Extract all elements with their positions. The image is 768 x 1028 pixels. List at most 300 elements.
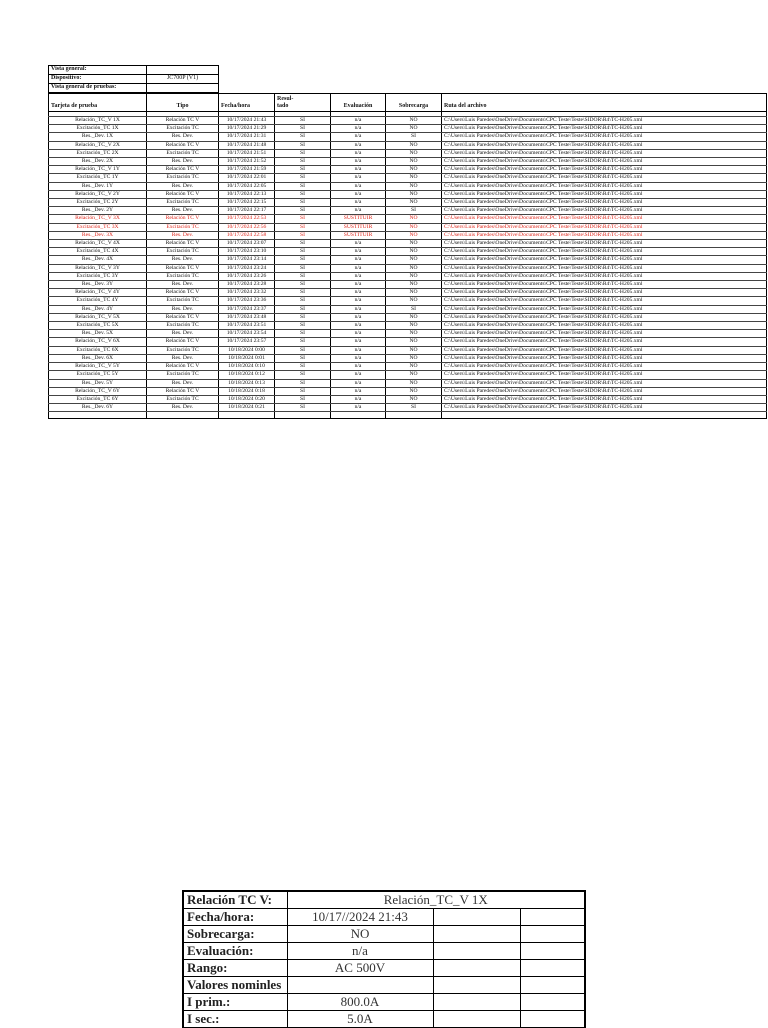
test-evaluation-cell: n/a [331,272,386,280]
test-evaluation-cell: n/a [331,141,386,149]
test-card-cell: Excitación_TC 4X [49,248,147,256]
table-row[interactable] [49,207,767,215]
test-evaluation-cell: n/a [331,264,386,272]
test-result-cell: SI [275,182,331,190]
test-overload-cell: NO [386,313,442,321]
test-card-cell: Relación_TC_V 4X [49,240,147,248]
detail-row [183,1011,585,1028]
test-datetime-cell: 10/17/2024 23:48 [219,313,275,321]
detail-empty-cell [520,943,585,960]
test-datetime-cell: 10/17/2024 23:07 [219,240,275,248]
test-path-cell: C:\Users\Luis Paredes\OneDrive\Documents\CPC Teste\Teste\SIDOR\R4\TC-H205.xml [442,305,767,313]
table-row[interactable] [49,158,767,166]
test-datetime-cell: 10/17/2024 21:29 [219,125,275,133]
test-evaluation-cell: n/a [331,379,386,387]
test-evaluation-cell: n/a [331,354,386,362]
test-path-cell: C:\Users\Luis Paredes\OneDrive\Documents\CPC Teste\Teste\SIDOR\R4\TC-H205.xml [442,297,767,305]
test-overload-cell: NO [386,371,442,379]
test-overload-cell: NO [386,158,442,166]
test-datetime-cell: 10/17/2024 21:52 [219,158,275,166]
test-path-cell: C:\Users\Luis Paredes\OneDrive\Documents\CPC Teste\Teste\SIDOR\R4\TC-H205.xml [442,166,767,174]
test-path-cell: C:\Users\Luis Paredes\OneDrive\Documents\CPC Teste\Teste\SIDOR\R4\TC-H205.xml [442,272,767,280]
test-evaluation-cell: SUSTITUIR [331,231,386,239]
test-type-cell: Res. Dev. [147,231,219,239]
test-result-cell: SI [275,404,331,412]
detail-empty-cell [520,977,585,994]
detail-value: 800.0A [287,994,433,1011]
test-type-cell: Excitación TC [147,174,219,182]
test-evaluation-cell: n/a [331,199,386,207]
table-row[interactable] [49,223,767,231]
table-row[interactable] [49,379,767,387]
test-type-cell: Res. Dev. [147,207,219,215]
detail-empty-cell [433,926,520,943]
test-type-cell: Relación TC V [147,338,219,346]
detail-empty-cell [433,977,520,994]
test-datetime-cell: 10/17/2024 21:43 [219,117,275,125]
table-row[interactable] [49,141,767,149]
test-path-cell: C:\Users\Luis Paredes\OneDrive\Documents\CPC Teste\Teste\SIDOR\R4\TC-H205.xml [442,264,767,272]
test-result-cell: SI [275,379,331,387]
test-card-cell: Res._Dev. 4X [49,256,147,264]
test-path-cell: C:\Users\Luis Paredes\OneDrive\Documents\CPC Teste\Teste\SIDOR\R4\TC-H205.xml [442,117,767,125]
test-overload-cell: NO [386,223,442,231]
test-path-cell: C:\Users\Luis Paredes\OneDrive\Documents\CPC Teste\Teste\SIDOR\R4\TC-H205.xml [442,404,767,412]
test-card-cell: Excitación_TC 5Y [49,371,147,379]
col-overload-header: Sobrecarga [386,94,442,112]
test-type-cell: Res. Dev. [147,330,219,338]
detail-empty-cell [433,994,520,1011]
test-card-cell: Res._Dev. 2X [49,158,147,166]
overview-value [147,66,219,75]
test-evaluation-cell: n/a [331,322,386,330]
test-overload-cell: NO [386,240,442,248]
test-evaluation-cell: n/a [331,387,386,395]
test-datetime-cell: 10/18/2024 0:20 [219,395,275,403]
table-row[interactable] [49,346,767,354]
detail-row [183,926,585,943]
test-datetime-cell: 10/17/2024 22:56 [219,223,275,231]
test-overload-cell: NO [386,322,442,330]
detail-title-row [183,891,585,909]
detail-empty-cell [520,994,585,1011]
test-datetime-cell: 10/18/2024 0:21 [219,404,275,412]
test-card-cell: Res._Dev. 6Y [49,404,147,412]
test-card-cell: Res._Dev. 1X [49,133,147,141]
test-path-cell: C:\Users\Luis Paredes\OneDrive\Documents\CPC Teste\Teste\SIDOR\R4\TC-H205.xml [442,133,767,141]
test-result-cell: SI [275,240,331,248]
test-type-cell: Excitación TC [147,199,219,207]
test-evaluation-cell: SUSTITUIR [331,215,386,223]
detail-value [287,977,433,994]
test-card-cell: Excitación_TC 3X [49,223,147,231]
test-overload-cell: NO [386,346,442,354]
test-overload-cell: NO [386,125,442,133]
table-row[interactable] [49,371,767,379]
test-path-cell: C:\Users\Luis Paredes\OneDrive\Documents\CPC Teste\Teste\SIDOR\R4\TC-H205.xml [442,330,767,338]
test-result-cell: SI [275,371,331,379]
test-card-cell: Relación_TC_V 5X [49,313,147,321]
table-row[interactable] [49,272,767,280]
test-datetime-cell: 10/17/2024 21:51 [219,149,275,157]
test-type-cell: Excitación TC [147,248,219,256]
test-evaluation-cell: SUSTITUIR [331,223,386,231]
test-datetime-cell: 10/17/2024 23:54 [219,330,275,338]
table-row[interactable] [49,248,767,256]
test-card-cell: Res._Dev. 2Y [49,207,147,215]
test-result-cell: SI [275,395,331,403]
test-datetime-cell: 10/17/2024 22:13 [219,190,275,198]
test-result-cell: SI [275,305,331,313]
test-datetime-cell: 10/17/2024 23:57 [219,338,275,346]
test-type-cell: Excitación TC [147,125,219,133]
test-datetime-cell: 10/17/2024 22:53 [219,215,275,223]
test-evaluation-cell: n/a [331,346,386,354]
test-evaluation-cell: n/a [331,395,386,403]
test-evaluation-cell: n/a [331,240,386,248]
test-result-cell: SI [275,207,331,215]
test-datetime-cell: 10/17/2024 22:17 [219,207,275,215]
test-overload-cell: NO [386,363,442,371]
test-card-cell: Relación_TC_V 1X [49,117,147,125]
detail-empty-cell [433,960,520,977]
test-datetime-cell: 10/18/2024 0:00 [219,346,275,354]
test-result-cell: SI [275,264,331,272]
test-card-cell: Excitación_TC 3Y [49,272,147,280]
device-label: Dispositivo: [49,75,147,84]
test-path-cell: C:\Users\Luis Paredes\OneDrive\Documents\CPC Teste\Teste\SIDOR\R4\TC-H205.xml [442,141,767,149]
detail-row [183,994,585,1011]
test-datetime-cell: 10/17/2024 22:15 [219,199,275,207]
table-row[interactable] [49,281,767,289]
test-type-cell: Res. Dev. [147,158,219,166]
table-row[interactable] [49,289,767,297]
test-path-cell: C:\Users\Luis Paredes\OneDrive\Documents\CPC Teste\Teste\SIDOR\R4\TC-H205.xml [442,149,767,157]
test-result-cell: SI [275,149,331,157]
detail-value: 5.0A [287,1011,433,1028]
test-result-cell: SI [275,289,331,297]
test-card-cell: Relación_TC_V 5Y [49,363,147,371]
test-path-cell: C:\Users\Luis Paredes\OneDrive\Documents\CPC Teste\Teste\SIDOR\R4\TC-H205.xml [442,158,767,166]
test-overload-cell: NO [386,174,442,182]
test-path-cell: C:\Users\Luis Paredes\OneDrive\Documents\CPC Teste\Teste\SIDOR\R4\TC-H205.xml [442,125,767,133]
test-card-cell: Excitación_TC 6Y [49,395,147,403]
test-path-cell: C:\Users\Luis Paredes\OneDrive\Documents\CPC Teste\Teste\SIDOR\R4\TC-H205.xml [442,248,767,256]
test-evaluation-cell: n/a [331,158,386,166]
tests-overview-label: Vista general de pruebas: [49,84,147,93]
test-type-cell: Relación TC V [147,215,219,223]
test-card-cell: Relación_TC_V 2Y [49,190,147,198]
test-overload-cell: SI [386,133,442,141]
test-datetime-cell: 10/17/2024 23:10 [219,248,275,256]
test-type-cell: Res. Dev. [147,305,219,313]
table-row[interactable] [49,354,767,362]
test-datetime-cell: 10/17/2024 23:28 [219,281,275,289]
test-type-cell: Excitación TC [147,371,219,379]
detail-label: Sobrecarga: [183,926,287,943]
test-result-cell: SI [275,387,331,395]
test-type-cell: Excitación TC [147,297,219,305]
test-evaluation-cell: n/a [331,133,386,141]
test-evaluation-cell: n/a [331,305,386,313]
col-result-header-bottom: tado [277,103,289,110]
detail-row [183,977,585,994]
test-datetime-cell: 10/18/2024 0:10 [219,363,275,371]
detail-value: NO [287,926,433,943]
test-result-cell: SI [275,166,331,174]
tests-body [49,112,767,419]
test-path-cell: C:\Users\Luis Paredes\OneDrive\Documents\CPC Teste\Teste\SIDOR\R4\TC-H205.xml [442,313,767,321]
detail-row [183,943,585,960]
test-overload-cell: NO [386,190,442,198]
test-type-cell: Excitación TC [147,223,219,231]
table-row[interactable] [49,363,767,371]
test-result-cell: SI [275,141,331,149]
test-overload-cell: SI [386,207,442,215]
test-type-cell: Relación TC V [147,240,219,248]
test-type-cell: Relación TC V [147,313,219,321]
test-evaluation-cell: n/a [331,404,386,412]
test-type-cell: Res. Dev. [147,281,219,289]
table-row[interactable] [49,313,767,321]
test-card-cell: Excitación_TC 5X [49,322,147,330]
test-datetime-cell: 10/17/2024 21:59 [219,166,275,174]
test-type-cell: Res. Dev. [147,256,219,264]
table-row[interactable] [49,190,767,198]
test-result-cell: SI [275,346,331,354]
test-type-cell: Relación TC V [147,387,219,395]
test-card-cell: Res._Dev. 1Y [49,182,147,190]
test-evaluation-cell: n/a [331,313,386,321]
tests-table [48,93,767,419]
test-path-cell: C:\Users\Luis Paredes\OneDrive\Documents\CPC Teste\Teste\SIDOR\R4\TC-H205.xml [442,240,767,248]
test-path-cell: C:\Users\Luis Paredes\OneDrive\Documents\CPC Teste\Teste\SIDOR\R4\TC-H205.xml [442,174,767,182]
test-datetime-cell: 10/17/2024 23:36 [219,297,275,305]
table-row[interactable] [49,231,767,239]
table-row[interactable] [49,117,767,125]
test-card-cell: Relación_TC_V 4Y [49,289,147,297]
test-datetime-cell: 10/17/2024 21:31 [219,133,275,141]
test-card-cell: Excitación_TC 1Y [49,174,147,182]
table-row[interactable] [49,256,767,264]
test-type-cell: Res. Dev. [147,354,219,362]
test-evaluation-cell: n/a [331,149,386,157]
test-card-cell: Res._Dev. 5X [49,330,147,338]
test-result-cell: SI [275,174,331,182]
test-card-cell: Excitación_TC 2X [49,149,147,157]
test-type-cell: Relación TC V [147,190,219,198]
test-result-cell: SI [275,199,331,207]
detail-label: Fecha/hora: [183,909,287,926]
test-result-cell: SI [275,256,331,264]
test-evaluation-cell: n/a [331,248,386,256]
test-card-cell: Relación_TC_V 3X [49,215,147,223]
test-datetime-cell: 10/18/2024 0:13 [219,379,275,387]
detail-label: Valores nominles [183,977,287,994]
test-path-cell: C:\Users\Luis Paredes\OneDrive\Documents\CPC Teste\Teste\SIDOR\R4\TC-H205.xml [442,182,767,190]
test-overload-cell: NO [386,248,442,256]
test-path-cell: C:\Users\Luis Paredes\OneDrive\Documents\CPC Teste\Teste\SIDOR\R4\TC-H205.xml [442,199,767,207]
test-datetime-cell: 10/17/2024 23:51 [219,322,275,330]
test-overload-cell: SI [386,305,442,313]
test-result-cell: SI [275,117,331,125]
test-result-cell: SI [275,158,331,166]
test-type-cell: Res. Dev. [147,379,219,387]
test-type-cell: Res. Dev. [147,133,219,141]
test-card-cell: Relación_TC_V 3Y [49,264,147,272]
test-type-cell: Excitación TC [147,395,219,403]
test-path-cell: C:\Users\Luis Paredes\OneDrive\Documents\CPC Teste\Teste\SIDOR\R4\TC-H205.xml [442,289,767,297]
test-result-cell: SI [275,281,331,289]
table-row[interactable] [49,149,767,157]
test-path-cell: C:\Users\Luis Paredes\OneDrive\Documents\CPC Teste\Teste\SIDOR\R4\TC-H205.xml [442,322,767,330]
test-card-cell: Relación_TC_V 6X [49,338,147,346]
col-datetime-header: Fecha/hora [219,94,275,112]
test-path-cell: C:\Users\Luis Paredes\OneDrive\Documents\CPC Teste\Teste\SIDOR\R4\TC-H205.xml [442,256,767,264]
test-result-cell: SI [275,190,331,198]
col-evaluation-header: Evaluación [331,94,386,112]
table-row[interactable] [49,387,767,395]
test-path-cell: C:\Users\Luis Paredes\OneDrive\Documents\CPC Teste\Teste\SIDOR\R4\TC-H205.xml [442,215,767,223]
table-row[interactable] [49,322,767,330]
test-path-cell: C:\Users\Luis Paredes\OneDrive\Documents\CPC Teste\Teste\SIDOR\R4\TC-H205.xml [442,231,767,239]
detail-row [183,909,585,926]
test-overload-cell: NO [386,215,442,223]
test-path-cell: C:\Users\Luis Paredes\OneDrive\Documents\CPC Teste\Teste\SIDOR\R4\TC-H205.xml [442,190,767,198]
test-overload-cell: NO [386,281,442,289]
detail-label: Rango: [183,960,287,977]
table-row[interactable] [49,395,767,403]
detail-empty-cell [433,1011,520,1028]
test-result-cell: SI [275,330,331,338]
test-result-cell: SI [275,338,331,346]
detail-empty-cell [520,909,585,926]
detail-empty-cell [433,943,520,960]
test-evaluation-cell: n/a [331,338,386,346]
test-card-cell: Excitación_TC 4Y [49,297,147,305]
test-evaluation-cell: n/a [331,330,386,338]
test-card-cell: Relación_TC_V 2X [49,141,147,149]
test-result-cell: SI [275,223,331,231]
test-evaluation-cell: n/a [331,207,386,215]
test-type-cell: Excitación TC [147,272,219,280]
test-datetime-cell: 10/18/2024 0:01 [219,354,275,362]
test-card-cell: Relación_TC_V 1Y [49,166,147,174]
test-type-cell: Excitación TC [147,322,219,330]
table-row[interactable] [49,264,767,272]
test-datetime-cell: 10/17/2024 23:14 [219,256,275,264]
detail-empty-cell [520,1011,585,1028]
test-card-cell: Relación_TC_V 6Y [49,387,147,395]
table-row[interactable] [49,174,767,182]
table-row[interactable] [49,330,767,338]
col-card-header: Tarjeta de prueba [49,94,147,112]
detail-empty-cell [520,960,585,977]
test-overload-cell: NO [386,182,442,190]
test-path-cell: C:\Users\Luis Paredes\OneDrive\Documents\CPC Teste\Teste\SIDOR\R4\TC-H205.xml [442,281,767,289]
test-datetime-cell: 10/17/2024 22:05 [219,182,275,190]
test-type-cell: Relación TC V [147,264,219,272]
col-type-header: Tipo [147,94,219,112]
test-evaluation-cell: n/a [331,371,386,379]
test-overload-cell: NO [386,289,442,297]
detail-label: I prim.: [183,994,287,1011]
test-card-cell: Res._Dev. 3X [49,231,147,239]
test-type-cell: Relación TC V [147,117,219,125]
test-path-cell: C:\Users\Luis Paredes\OneDrive\Documents\CPC Teste\Teste\SIDOR\R4\TC-H205.xml [442,207,767,215]
table-row[interactable] [49,404,767,412]
test-datetime-cell: 10/17/2024 21:48 [219,141,275,149]
test-overload-cell: NO [386,354,442,362]
test-result-cell: SI [275,354,331,362]
detail-title-label: Relación TC V: [183,891,287,909]
test-overload-cell: NO [386,272,442,280]
test-overload-cell: NO [386,199,442,207]
test-card-cell: Res._Dev. 4Y [49,305,147,313]
test-overload-cell: NO [386,256,442,264]
test-result-cell: SI [275,322,331,330]
col-result-header-top: Resul- [277,95,294,102]
device-value: JC700P (V1) [147,75,219,84]
test-type-cell: Res. Dev. [147,182,219,190]
test-evaluation-cell: n/a [331,174,386,182]
test-result-cell: SI [275,297,331,305]
table-row[interactable] [49,305,767,313]
test-overload-cell: NO [386,117,442,125]
test-overload-cell: NO [386,231,442,239]
test-overload-cell: NO [386,297,442,305]
test-datetime-cell: 10/18/2024 0:18 [219,387,275,395]
test-result-cell: SI [275,215,331,223]
test-path-cell: C:\Users\Luis Paredes\OneDrive\Documents\CPC Teste\Teste\SIDOR\R4\TC-H205.xml [442,371,767,379]
test-summary [48,65,767,419]
table-end-row [49,412,767,419]
table-row[interactable] [49,297,767,305]
test-datetime-cell: 10/17/2024 22:58 [219,231,275,239]
table-row[interactable] [49,199,767,207]
detail-row [183,960,585,977]
test-overload-cell: NO [386,395,442,403]
test-result-cell: SI [275,231,331,239]
table-row[interactable] [49,215,767,223]
test-overload-cell: NO [386,166,442,174]
test-evaluation-cell: n/a [331,297,386,305]
test-evaluation-cell: n/a [331,289,386,297]
table-row[interactable] [49,182,767,190]
overview-label: Vista general: [49,66,147,75]
table-row[interactable] [49,338,767,346]
test-result-cell: SI [275,133,331,141]
test-result-cell: SI [275,125,331,133]
detail-table [182,890,586,1028]
test-type-cell: Relación TC V [147,141,219,149]
test-evaluation-cell: n/a [331,281,386,289]
test-card-cell: Excitación_TC 6X [49,346,147,354]
test-datetime-cell: 10/17/2024 22:01 [219,174,275,182]
table-row[interactable] [49,166,767,174]
test-evaluation-cell: n/a [331,166,386,174]
detail-value: 10/17//2024 21:43 [287,909,433,926]
test-type-cell: Relación TC V [147,289,219,297]
test-type-cell: Relación TC V [147,363,219,371]
table-row[interactable] [49,240,767,248]
table-row[interactable] [49,125,767,133]
test-card-cell: Excitación_TC 2Y [49,199,147,207]
test-overload-cell: SI [386,404,442,412]
detail-body [183,891,585,1028]
test-path-cell: C:\Users\Luis Paredes\OneDrive\Documents\CPC Teste\Teste\SIDOR\R4\TC-H205.xml [442,346,767,354]
table-row[interactable] [49,133,767,141]
